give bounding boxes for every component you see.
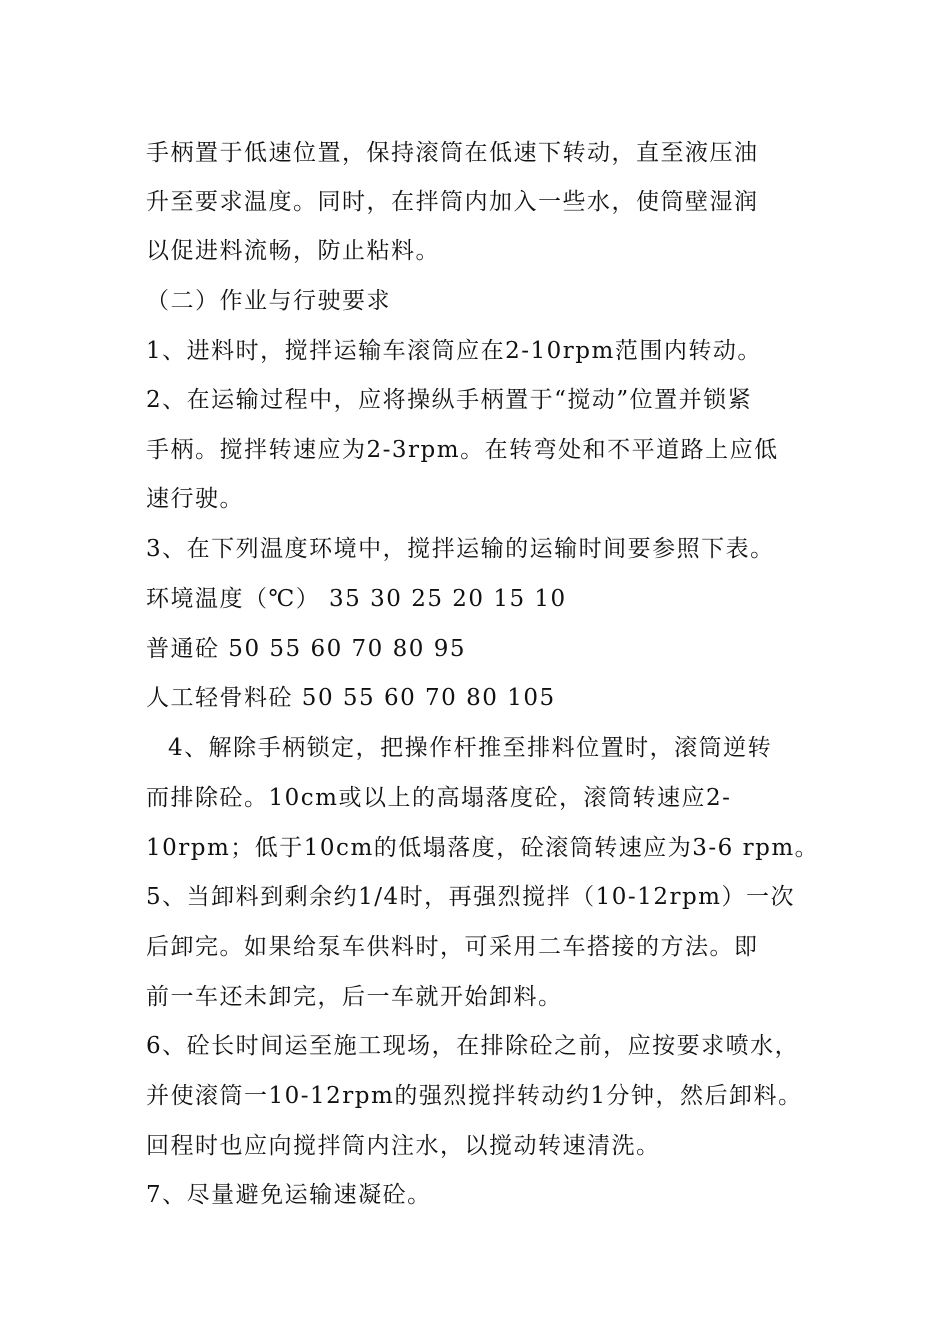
paragraph-line: 以促进料流畅，防止粘料。 <box>146 238 440 264</box>
paragraph-line: 7、尽量避免运输速凝砼。 <box>146 1182 432 1208</box>
paragraph-line: 而排除砼。10cm或以上的高塌落度砼，滚筒转速应2- <box>146 785 732 811</box>
paragraph-line: 后卸完。如果给泵车供料时，可采用二车搭接的方法。即 <box>146 934 759 960</box>
paragraph-line: 回程时也应向搅拌筒内注水，以搅动转速清洗。 <box>146 1133 661 1159</box>
table-row-temperature: 环境温度（℃） 35 30 25 20 15 10 <box>146 586 567 612</box>
paragraph-line: 速行驶。 <box>146 486 244 512</box>
table-row-ordinary-concrete: 普通砼 50 55 60 70 80 95 <box>146 636 466 662</box>
paragraph-line: 前一车还未卸完，后一车就开始卸料。 <box>146 984 563 1010</box>
paragraph-line: 1、进料时，搅拌运输车滚筒应在2-10rpm范围内转动。 <box>146 338 762 364</box>
paragraph-line: 2、在运输过程中，应将操纵手柄置于“搅动”位置并锁紧 <box>146 387 753 413</box>
paragraph-line: 3、在下列温度环境中，搅拌运输的运输时间要参照下表。 <box>146 536 775 562</box>
paragraph-line: 10rpm；低于10cm的低塌落度，砼滚筒转速应为3-6 rpm。 <box>146 835 820 861</box>
paragraph-line: 手柄。搅拌转速应为2-3rpm。在转弯处和不平道路上应低 <box>146 437 779 463</box>
paragraph-line: 5、当卸料到剩余约1/4时，再强烈搅拌（10-12rpm）一次 <box>146 884 795 910</box>
paragraph-line: 手柄置于低速位置，保持滚筒在低速下转动，直至液压油 <box>146 140 759 166</box>
paragraph-line: 4、解除手柄锁定，把操作杆推至排料位置时，滚筒逆转 <box>168 735 773 761</box>
paragraph-line: 升至要求温度。同时，在拌筒内加入一些水，使筒壁湿润 <box>146 189 759 215</box>
paragraph-line: 并使滚筒一10-12rpm的强烈搅拌转动约1分钟，然后卸料。 <box>146 1083 803 1109</box>
section-heading: （二）作业与行驶要求 <box>146 288 391 314</box>
paragraph-line: 6、砼长时间运至施工现场，在排除砼之前，应按要求喷水， <box>146 1033 800 1059</box>
table-row-lightweight-concrete: 人工轻骨料砼 50 55 60 70 80 105 <box>146 685 556 711</box>
